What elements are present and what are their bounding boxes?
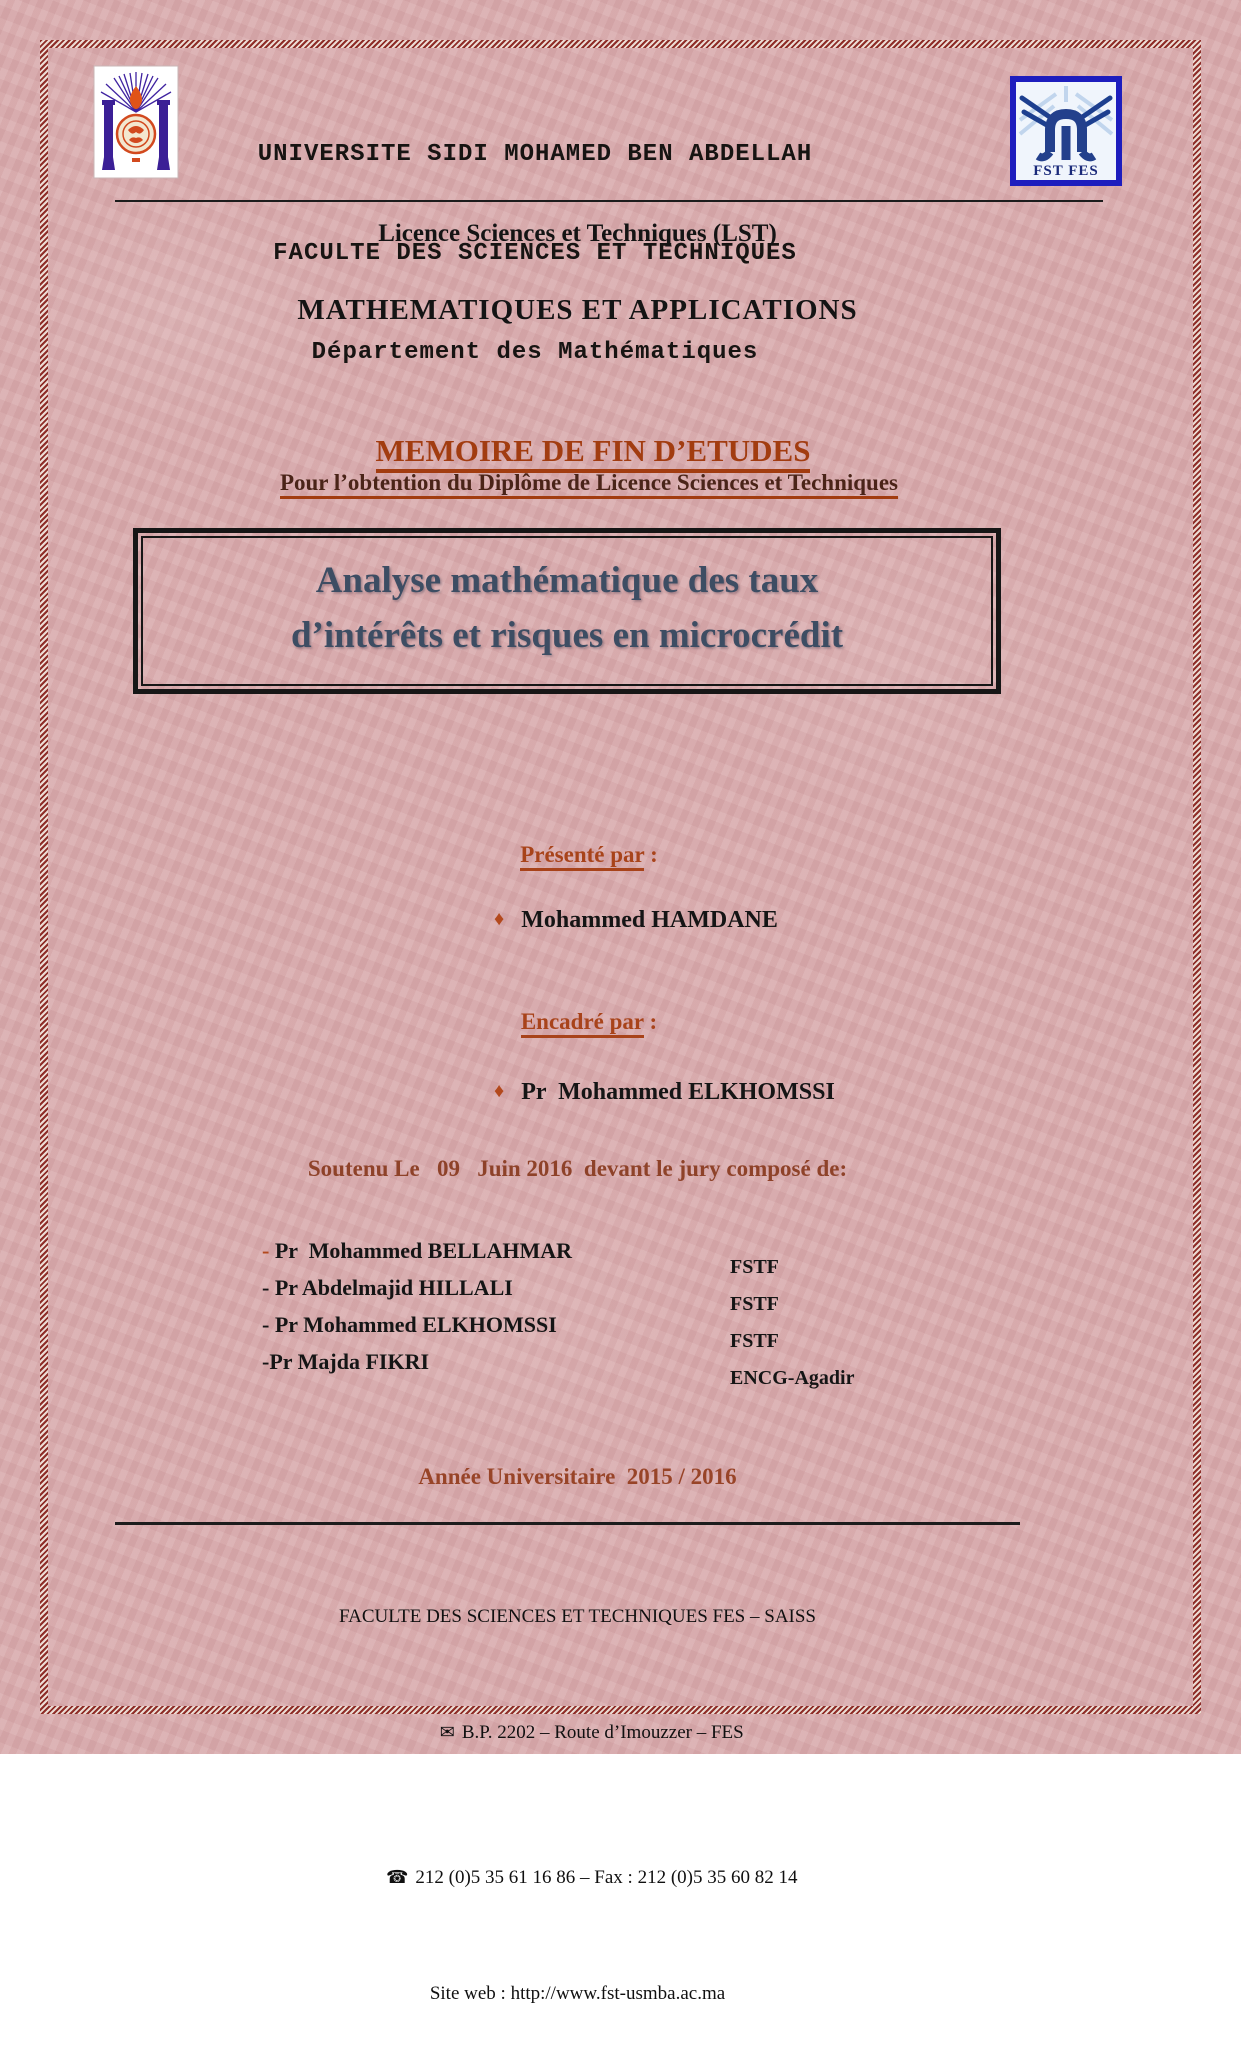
department-name: Département des Mathématiques xyxy=(311,339,759,366)
program-name: MATHEMATIQUES ET APPLICATIONS xyxy=(297,294,858,326)
defense-intro: Soutenu Le 09 Juin 2016 devant le jury composé de: xyxy=(307,1156,848,1181)
jury-member-name: Pr Mohammed BELLAHMAR xyxy=(269,1238,573,1263)
jury-dash: - xyxy=(262,1238,270,1263)
phone-icon: ☎ xyxy=(385,1867,409,1887)
footer-contact-block xyxy=(40,1544,1115,2066)
footer-divider xyxy=(115,1522,1020,1525)
university-name: UNIVERSITE SIDI MOHAMED BEN ABDELLAH xyxy=(257,141,813,168)
jury-member-name: Pr Mohammed ELKHOMSSI xyxy=(269,1312,557,1337)
fst-fes-logo-label: FST FES xyxy=(1033,163,1099,179)
memoir-subheading-line xyxy=(40,444,1115,522)
presented-by-label: Présenté par xyxy=(520,842,644,871)
jury-member-affiliation: FSTF xyxy=(730,1256,779,1278)
thesis-title-line2: d’intérêts et risques en microcrédit xyxy=(290,615,844,656)
footer-faculty-line: FACULTE DES SCIENCES ET TECHNIQUES FES – SAISS xyxy=(338,1606,816,1627)
diamond-bullet-icon: ♦ xyxy=(494,908,505,930)
diamond-bullet-icon: ♦ xyxy=(494,1080,505,1102)
jury-member-affiliation: FSTF xyxy=(730,1330,779,1352)
presented-by-colon: : xyxy=(644,842,658,867)
faculty-name: FACULTE DES SCIENCES ET TECHNIQUES xyxy=(273,240,797,267)
jury-row xyxy=(40,1331,1115,1389)
memoir-subheading: Pour l’obtention du Diplôme de Licence Sciences et Techniques xyxy=(280,470,898,499)
author-name: Mohammed HAMDANE xyxy=(521,907,778,933)
jury-dash: - xyxy=(262,1349,270,1374)
thesis-title-box xyxy=(133,528,1001,694)
supervised-by-colon: : xyxy=(643,1009,658,1034)
jury-row xyxy=(40,1220,1115,1278)
header-divider xyxy=(115,200,1103,202)
jury-member-affiliation: ENCG-Agadir xyxy=(730,1367,855,1389)
supervisor-row xyxy=(40,1052,1115,1133)
jury-list xyxy=(40,1220,1115,1389)
jury-row xyxy=(40,1294,1115,1352)
footer-phone-text: 212 (0)5 35 61 16 86 – Fax : 212 (0)5 35 60 82 14 xyxy=(415,1867,798,1888)
jury-member-name: Pr Abdelmajid HILLALI xyxy=(269,1275,513,1300)
institution-header xyxy=(225,72,845,435)
footer-phone-line xyxy=(40,1834,1115,1921)
thesis-title xyxy=(141,536,993,686)
footer-website-line: Site web : http://www.fst-usmba.ac.ma xyxy=(429,1983,726,2004)
jury-member-affiliation: FSTF xyxy=(730,1293,779,1315)
mail-icon: ✉ xyxy=(439,1722,455,1742)
jury-row xyxy=(40,1257,1115,1315)
author-row xyxy=(40,880,1115,961)
memoir-heading: MEMOIRE DE FIN D’ETUDES xyxy=(376,433,811,473)
supervisor-name: Pr Mohammed ELKHOMSSI xyxy=(521,1079,835,1105)
footer-address-line xyxy=(40,1689,1115,1776)
program-degree: Licence Sciences et Techniques (LST) xyxy=(378,220,777,247)
fst-fes-logo xyxy=(1010,76,1122,186)
footer-address-text: B.P. 2202 – Route d’Imouzzer – FES xyxy=(461,1722,744,1743)
supervised-by-label-line xyxy=(40,983,1115,1061)
supervised-by-label: Encadré par xyxy=(521,1009,644,1038)
jury-member-name: Pr Majda FIKRI xyxy=(269,1349,430,1374)
jury-dash: - xyxy=(262,1275,270,1300)
university-crest-logo xyxy=(94,66,178,178)
thesis-title-line1: Analyse mathématique des taux xyxy=(315,560,819,601)
academic-year: Année Universitaire 2015 / 2016 xyxy=(418,1464,737,1489)
jury-dash: - xyxy=(262,1312,270,1337)
